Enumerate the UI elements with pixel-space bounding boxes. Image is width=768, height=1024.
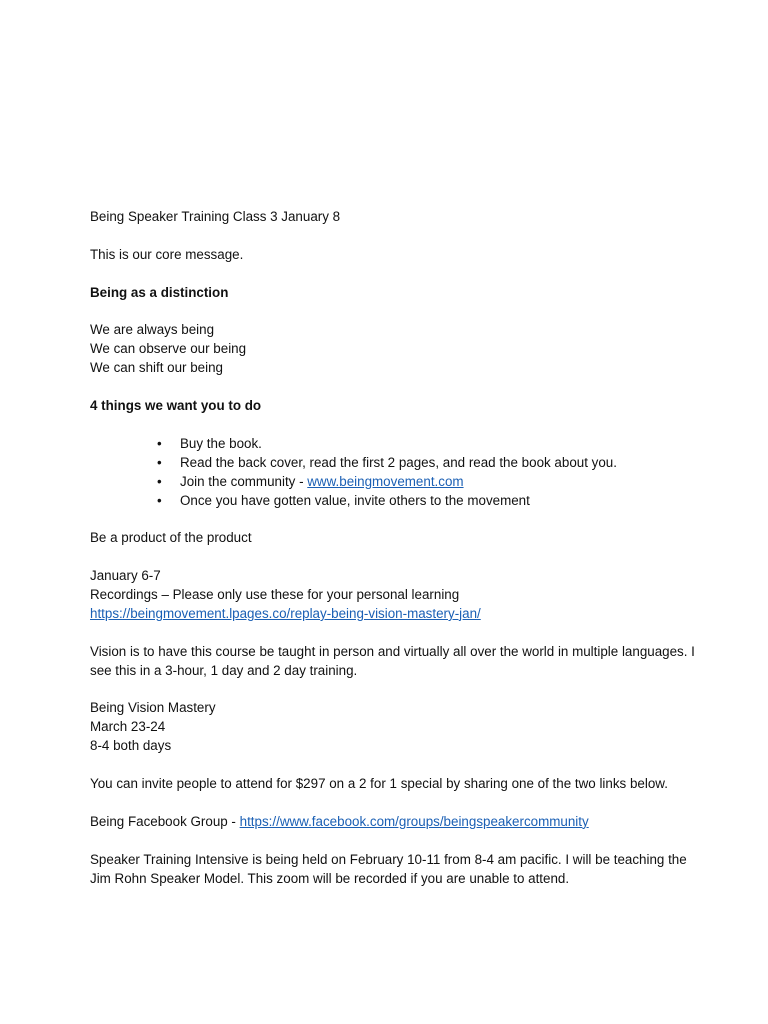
mastery-title: Being Vision Mastery — [90, 700, 216, 716]
mastery-hours: 8-4 both days — [90, 738, 172, 754]
list-item-text: Buy the book. — [180, 435, 262, 451]
facebook-label: Being Facebook Group - — [90, 813, 240, 829]
four-things-list — [90, 435, 710, 511]
heading-four-things: 4 things we want you to do — [90, 398, 262, 413]
document-page — [90, 208, 710, 888]
being-line: We can shift our being — [90, 360, 223, 376]
mastery-dates: March 23-24 — [90, 719, 166, 735]
being-line: We can observe our being — [90, 341, 247, 357]
list-item-text: Once you have gotten value, invite others to the movement — [180, 492, 530, 508]
list-item — [90, 454, 710, 473]
list-item — [90, 435, 710, 454]
list-item — [90, 473, 710, 492]
list-item-text: Join the community - — [180, 473, 308, 489]
core-message: This is our core message. — [90, 246, 244, 262]
bullet-icon: • — [157, 492, 162, 508]
product-line: Be a product of the product — [90, 530, 252, 546]
vision-paragraph: Vision is to have this course be taught in person and virtually all over the world in multiple languages. I see this in a 3-hour, 1 day and 2 day training. — [90, 643, 695, 678]
invite-paragraph: You can invite people to attend for $297 on a 2 for 1 special by sharing one of the two links below. — [90, 776, 668, 792]
facebook-line — [90, 813, 710, 832]
being-lines-block — [90, 321, 710, 378]
heading-being-distinction: Being as a distinction — [90, 284, 229, 300]
list-item-text: Read the back cover, read the first 2 pages, and read the book about you. — [180, 454, 617, 470]
recordings-block — [90, 567, 710, 624]
bullet-icon: • — [157, 435, 162, 451]
beingmovement-link[interactable]: www.beingmovement.com — [307, 473, 464, 489]
document-title-line: Being Speaker Training Class 3 January 8 — [90, 209, 341, 224]
bullet-icon: • — [157, 473, 162, 489]
january-dates: January 6-7 — [90, 568, 161, 584]
recordings-note: Recordings – Please only use these for your personal learning — [90, 587, 460, 603]
bullet-icon: • — [157, 454, 162, 470]
list-item — [90, 492, 710, 511]
mastery-block — [90, 699, 710, 756]
recordings-link[interactable]: https://beingmovement.lpages.co/replay-being-vision-mastery-jan/ — [90, 605, 481, 621]
being-line: We are always being — [90, 322, 215, 338]
facebook-group-link[interactable]: https://www.facebook.com/groups/beingspeakercommunity — [239, 813, 589, 829]
intensive-paragraph: Speaker Training Intensive is being held on February 10-11 from 8-4 am pacific. I will be teaching the Jim Rohn Speaker Model. This zoom will be recorded if you are unable to attend. — [90, 851, 687, 886]
